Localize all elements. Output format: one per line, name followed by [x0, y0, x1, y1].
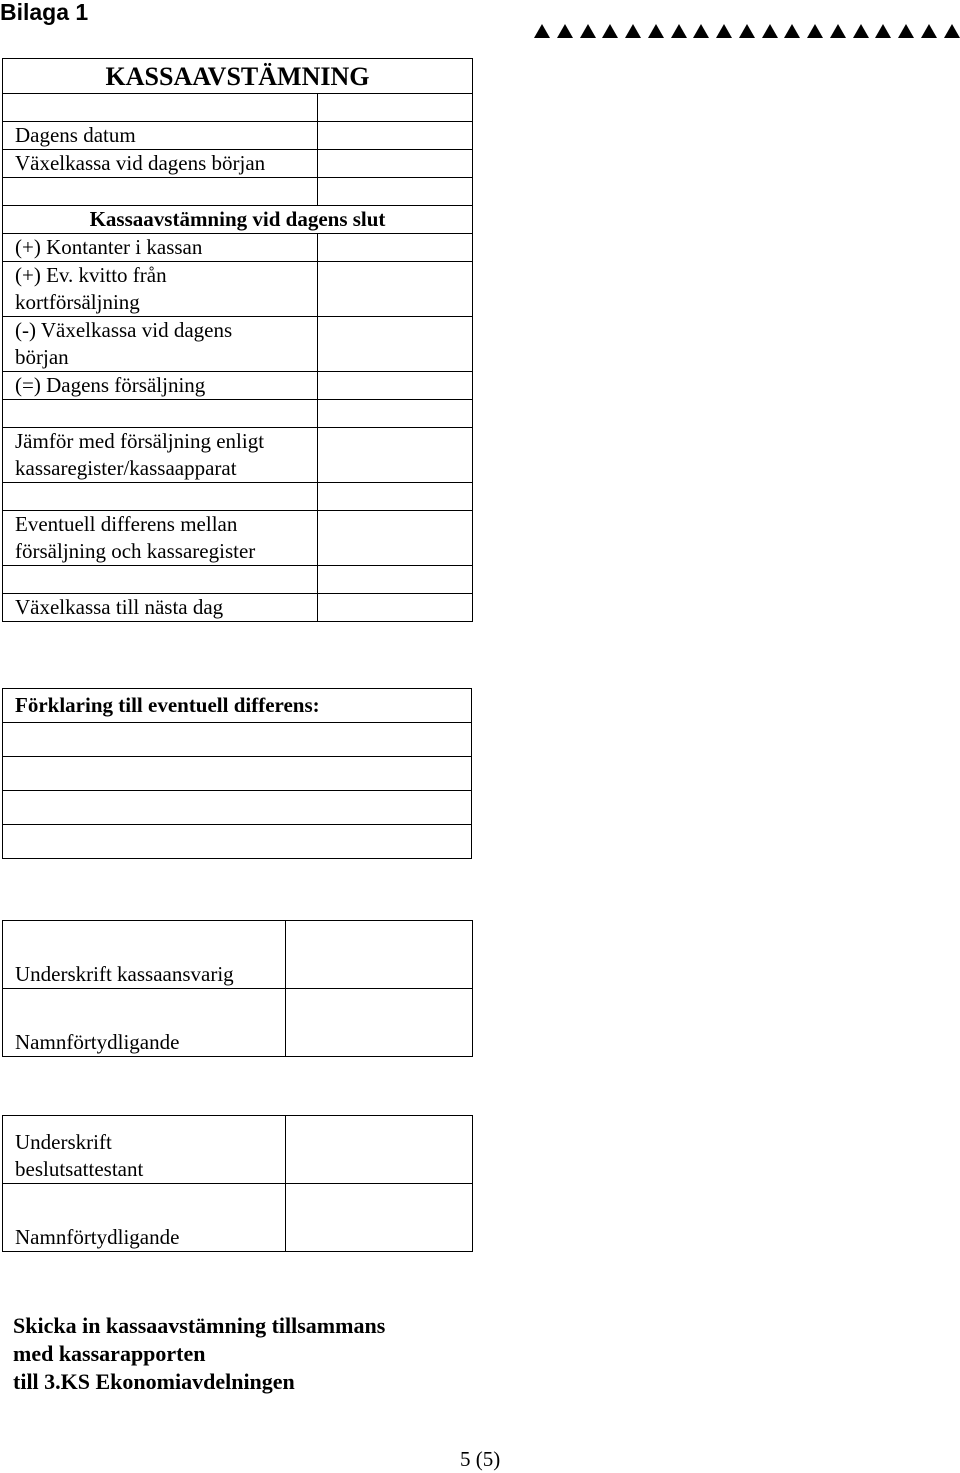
compare-label	[3, 428, 318, 483]
explanation-table	[2, 688, 472, 859]
explanation-line[interactable]	[3, 825, 472, 859]
difference-label-line: Eventuell differens mellan	[15, 512, 238, 536]
section-row	[3, 206, 473, 234]
name-clarification-label: Namnförtydligande	[3, 989, 286, 1057]
triangle-up-icon	[944, 24, 960, 38]
signature-table-approver	[2, 1115, 473, 1252]
triangle-up-icon	[739, 24, 755, 38]
difference-value-cell[interactable]	[318, 511, 473, 566]
table-row	[3, 178, 473, 206]
table-row	[3, 511, 473, 566]
value-cell[interactable]	[318, 178, 473, 206]
triangle-up-icon	[921, 24, 937, 38]
cash-value-cell[interactable]	[318, 234, 473, 262]
value-cell[interactable]	[318, 566, 473, 594]
compare-label-line: kassaregister/kassaapparat	[15, 456, 237, 480]
triangle-up-icon	[671, 24, 687, 38]
table-row	[3, 791, 472, 825]
triangle-up-icon	[784, 24, 800, 38]
sales-today-value-cell[interactable]	[318, 372, 473, 400]
footer-note	[13, 1312, 385, 1396]
signature-table-responsible	[2, 920, 473, 1057]
table-row	[3, 825, 472, 859]
name-clarification-label: Namnförtydligande	[3, 1184, 286, 1252]
page-number: 5 (5)	[460, 1447, 501, 1471]
footer-note-line: med kassarapporten	[13, 1341, 206, 1366]
table-row	[3, 689, 472, 723]
triangle-row	[534, 24, 960, 42]
footer-note-line: till 3.KS Ekonomiavdelningen	[13, 1369, 295, 1394]
triangle-up-icon	[853, 24, 869, 38]
change-start-label: Växelkassa vid dagens början	[3, 150, 318, 178]
card-label-line: kortförsäljning	[15, 290, 140, 314]
triangle-up-icon	[875, 24, 891, 38]
responsible-signature-label: Underskrift kassaansvarig	[3, 921, 286, 989]
date-value-cell[interactable]	[318, 122, 473, 150]
card-value-cell[interactable]	[318, 262, 473, 317]
minus-change-label-line: (-) Växelkassa vid dagens	[15, 318, 233, 342]
table-row	[3, 723, 472, 757]
table-row	[3, 122, 473, 150]
blank-cell	[3, 178, 318, 206]
name-clarification-field[interactable]	[286, 1184, 473, 1252]
form-title: KASSAAVSTÄMNING	[3, 59, 473, 94]
table-row	[3, 594, 473, 622]
explanation-line[interactable]	[3, 757, 472, 791]
table-row	[3, 428, 473, 483]
cash-label: (+) Kontanter i kassan	[3, 234, 318, 262]
approver-signature-field[interactable]	[286, 1116, 473, 1184]
value-cell[interactable]	[318, 400, 473, 428]
table-row	[3, 400, 473, 428]
attachment-label: Bilaga 1	[0, 0, 89, 25]
triangle-up-icon	[898, 24, 914, 38]
approver-signature-label-line: Underskrift	[15, 1130, 112, 1154]
approver-signature-label-line: beslutsattestant	[15, 1157, 144, 1181]
compare-label-line: Jämför med försäljning enligt	[15, 429, 265, 453]
change-next-day-value-cell[interactable]	[318, 594, 473, 622]
responsible-signature-field[interactable]	[286, 921, 473, 989]
sales-today-label: (=) Dagens försäljning	[3, 372, 318, 400]
value-cell[interactable]	[318, 94, 473, 122]
table-row	[3, 94, 473, 122]
triangle-up-icon	[625, 24, 641, 38]
minus-change-value-cell[interactable]	[318, 317, 473, 372]
blank-cell	[3, 483, 318, 511]
title-row	[3, 59, 473, 94]
explanation-heading: Förklaring till eventuell differens:	[3, 689, 472, 723]
card-label-line: (+) Ev. kvitto från	[15, 263, 167, 287]
table-row	[3, 317, 473, 372]
table-row	[3, 234, 473, 262]
minus-change-label	[3, 317, 318, 372]
minus-change-label-line: början	[15, 345, 69, 369]
triangle-up-icon	[602, 24, 618, 38]
table-row	[3, 989, 473, 1057]
reconciliation-table	[2, 58, 473, 622]
table-row	[3, 262, 473, 317]
change-start-value-cell[interactable]	[318, 150, 473, 178]
difference-label	[3, 511, 318, 566]
triangle-up-icon	[580, 24, 596, 38]
table-row	[3, 1184, 473, 1252]
blank-cell	[3, 400, 318, 428]
value-cell[interactable]	[318, 483, 473, 511]
table-row	[3, 757, 472, 791]
triangle-up-icon	[762, 24, 778, 38]
triangle-up-icon	[648, 24, 664, 38]
table-row	[3, 150, 473, 178]
table-row	[3, 566, 473, 594]
card-label	[3, 262, 318, 317]
blank-cell	[3, 566, 318, 594]
triangle-up-icon	[534, 24, 550, 38]
section-end-title: Kassaavstämning vid dagens slut	[3, 206, 473, 234]
approver-signature-label	[3, 1116, 286, 1184]
explanation-line[interactable]	[3, 791, 472, 825]
compare-value-cell[interactable]	[318, 428, 473, 483]
footer-note-line: Skicka in kassaavstämning tillsammans	[13, 1313, 386, 1338]
table-row	[3, 921, 473, 989]
triangle-up-icon	[807, 24, 823, 38]
date-label: Dagens datum	[3, 122, 318, 150]
table-row	[3, 372, 473, 400]
triangle-up-icon	[557, 24, 573, 38]
table-row	[3, 1116, 473, 1184]
triangle-up-icon	[830, 24, 846, 38]
blank-cell	[3, 94, 318, 122]
name-clarification-field[interactable]	[286, 989, 473, 1057]
triangle-up-icon	[716, 24, 732, 38]
triangle-up-icon	[693, 24, 709, 38]
explanation-line[interactable]	[3, 723, 472, 757]
change-next-day-label: Växelkassa till nästa dag	[3, 594, 318, 622]
difference-label-line: försäljning och kassaregister	[15, 539, 256, 563]
table-row	[3, 483, 473, 511]
